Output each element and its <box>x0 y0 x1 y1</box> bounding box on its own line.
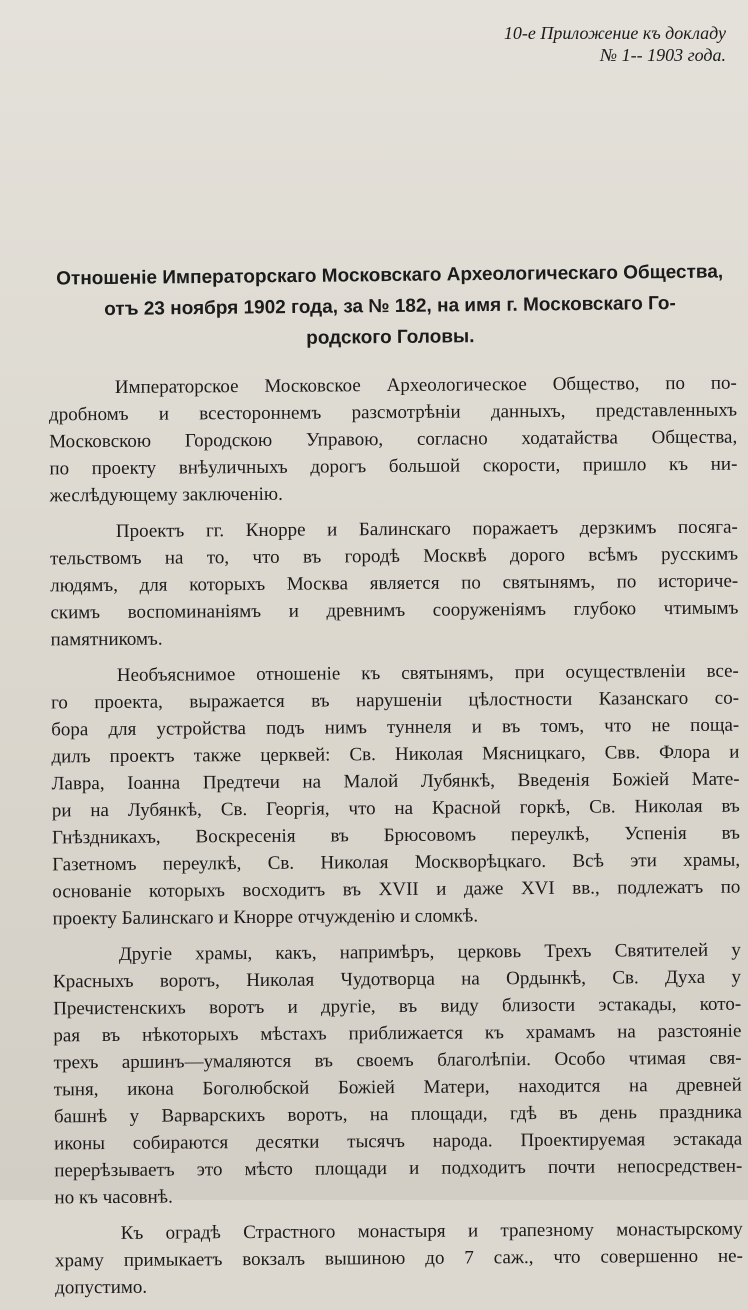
appendix-note <box>504 22 726 66</box>
text-line: дилъ проектъ также церквей: Св. Николая Мясницкаго, Свв. Флора и <box>51 741 740 768</box>
text-line: го проекта, выражается въ нарушенiи цѣлостности Казанскаго со- <box>50 687 740 714</box>
document-heading <box>40 256 741 356</box>
text-line: Къ оградѣ Страстного монастыря и трапезному монастырскому <box>120 1218 743 1244</box>
paragraph-1 <box>49 370 738 510</box>
text-line: Гнѣздникахъ, Воскресенiя въ Брюсовомъ переулкѣ, Успенiя въ <box>51 822 741 849</box>
text-line: памятникомъ. <box>50 628 163 651</box>
text-line: тельствомъ на то, что въ городѣ Москвѣ дорого всѣмъ русскимъ <box>49 543 739 570</box>
text-line: по проекту внѣуличныхъ дорогъ большой скорости, пришло къ ни- <box>49 453 738 480</box>
paragraph-3 <box>51 658 741 933</box>
paragraph-5 <box>55 1216 744 1302</box>
text-line: тыня, икона Боголюбской Божiей Матери, находится на древней <box>53 1074 742 1101</box>
text-line: людямъ, для которыхъ Москва является по святынямъ, по историче- <box>50 570 739 597</box>
text-line: скимъ воспоминанiямъ и древнимъ сооруженiямъ глубоко чтимымъ <box>50 597 739 624</box>
text-line: Другiе храмы, какъ, напримѣръ, церковь Трехъ Святителей у <box>118 939 741 965</box>
text-line: Московскою Городскою Управою, согласно ходатайства Общества, <box>49 426 738 453</box>
text-line: допустимо. <box>55 1276 148 1299</box>
appendix-note-line-1: 10-е Приложение къ докладу <box>503 23 726 43</box>
text-line: Императорское Московское Археологическое Общество, по по- <box>114 372 737 398</box>
heading-line: отъ 23 ноября 1902 года, за № 182, на имя г. Московскаго Го- <box>104 293 676 320</box>
heading-line: родского Головы. <box>306 326 475 349</box>
text-line: трехъ аршинъ—умаляются въ своемъ благолѣпiи. Особо чтимая свя- <box>53 1047 742 1074</box>
paragraph-4 <box>53 937 743 1212</box>
text-line: Красныхъ воротъ, Николая Чудотворца на Ордынкѣ, Св. Духа у <box>52 966 742 993</box>
text-line: башнѣ у Варварскихъ воротъ, на площади, гдѣ въ день праздника <box>53 1101 742 1128</box>
text-line: ри на Лубянкѣ, Св. Георгiя, что на Красной горкѣ, Св. Николая въ <box>51 795 740 822</box>
text-line: рая въ нѣкоторыхъ мѣстахъ приближается къ храмамъ на разстоянiе <box>53 1020 742 1047</box>
text-line: жеслѣдующему заключенiю. <box>49 483 283 507</box>
text-line: проекту Балинскаго и Кнорре отчужденiю и сломкѣ. <box>52 905 479 930</box>
document-body <box>49 370 744 1310</box>
heading-line: Отношенiе Императорскаго Московскаго Археологическаго Общества, <box>56 261 724 290</box>
text-line: Газетномъ переулкѣ, Св. Николая Москворѣцкаго. Всѣ эти храмы, <box>52 849 741 876</box>
text-line: но къ часовнѣ. <box>54 1186 173 1209</box>
text-line: Пречистенскихъ воротъ и другiе, въ виду близости эстакады, кото- <box>53 993 742 1020</box>
text-line: основанiе которыхъ восходитъ въ XVII и даже XVI вв., подлежатъ по <box>52 876 741 903</box>
text-line: Лавра, Iоанна Предтечи на Малой Лубянкѣ, Введенiя Божiей Мате- <box>51 768 740 795</box>
appendix-note-line-2: № 1-- 1903 года. <box>600 45 726 65</box>
text-line: Необъяснимое отношенiе къ святынямъ, при осуществленiи все- <box>116 660 739 686</box>
paragraph-2 <box>50 514 739 654</box>
text-line: Проектъ гг. Кнорре и Балинскаго поражаетъ дерзкимъ посяга- <box>115 516 738 542</box>
text-line: дробномъ и всестороннемъ разсмотрѣнiи данныхъ, представленныхъ <box>48 399 738 426</box>
text-line: перерѣзываетъ это мѣсто площади и подходитъ почти непосредствен- <box>54 1155 743 1182</box>
text-line: храму примыкаетъ вокзалъ вышиною до 7 саж., что совершенно не- <box>54 1245 743 1272</box>
text-line: бора для устройства подъ нимъ туннеля и въ томъ, что не пощa- <box>51 714 740 741</box>
text-line: иконы собираются десятки тысячъ народа. Проектируемая эстакада <box>54 1128 743 1155</box>
